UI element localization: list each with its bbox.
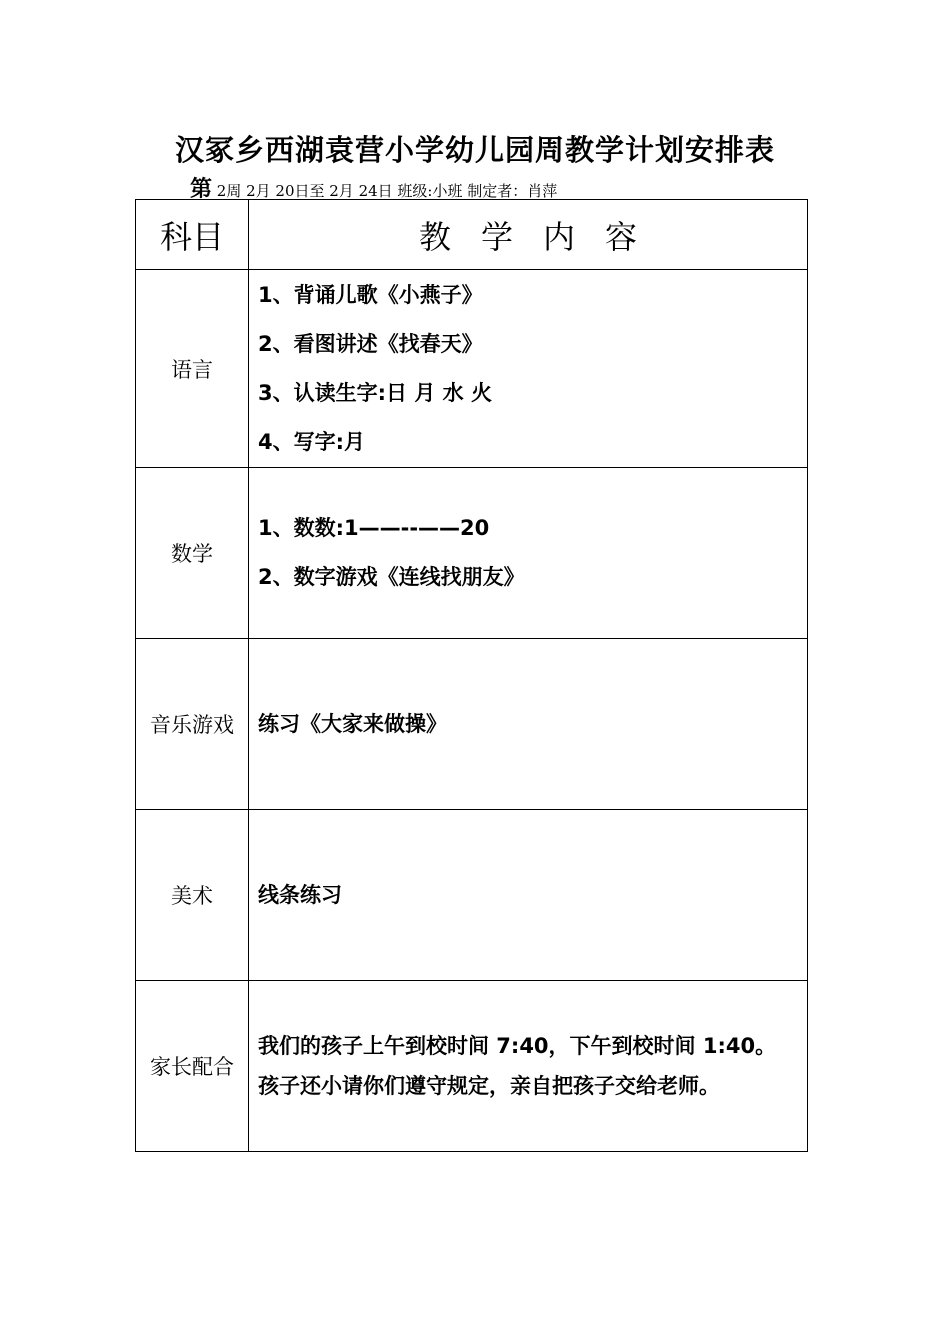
content-line: 练习《大家来做操》 [258,711,447,736]
content-paragraph: 我们的孩子上午到校时间 7:40，下午到校时间 1:40。孩子还小请你们遵守规定，亲自把孩子交给老师。 [258,1034,777,1098]
table-row-math [136,468,808,639]
subject-cell: 音乐游戏 [136,639,249,810]
subject-cell: 数学 [136,468,249,639]
weekly-plan-table [135,199,808,1152]
subject-cell: 美术 [136,810,249,981]
content-line: 1、数数:1——--——20 [258,516,490,540]
table-row-parent-cooperation [136,981,808,1152]
content-cell [249,639,808,810]
content-line: 2、看图讲述《找春天》 [258,331,483,356]
header-subject: 科目 [136,200,249,270]
header-content: 教学内容 [249,200,808,270]
content-cell [249,981,808,1152]
content-line: 线条练习 [258,882,342,907]
document-title: 汉冢乡西湖袁营小学幼儿园周教学计划安排表 [174,133,775,167]
week-prefix: 第 [190,176,213,202]
table-header-row [136,200,808,270]
content-line: 3、认读生字:日 月 水 火 [258,380,492,405]
content-line: 1、背诵儿歌《小燕子》 [258,282,483,307]
subject-cell: 语言 [136,270,249,468]
content-cell [249,468,808,639]
subject-cell: 家长配合 [136,981,249,1152]
content-line: 4、写字:月 [258,429,366,454]
content-line: 2、数字游戏《连线找朋友》 [258,565,525,589]
week-info-text: 2周 2月 20日至 2月 24日 班级:小班 制定者：肖萍 [212,182,558,200]
content-cell [249,270,808,468]
table-row-music-game [136,639,808,810]
table-row-art [136,810,808,981]
content-cell [249,810,808,981]
table-row-language [136,270,808,468]
